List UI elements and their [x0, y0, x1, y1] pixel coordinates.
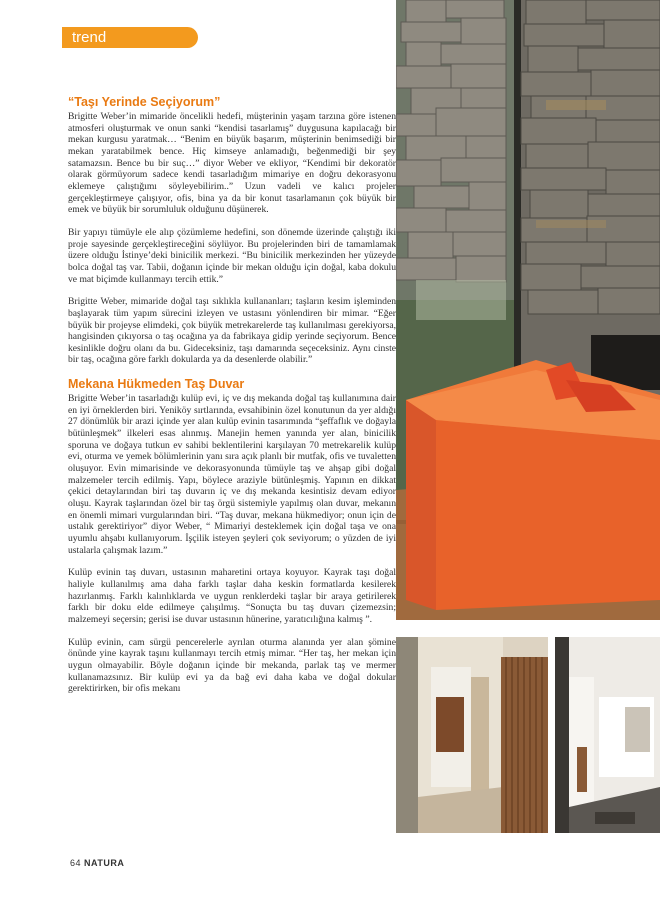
- corridor-photo: [396, 637, 548, 833]
- paragraph: Kulüp evinin, cam sürgü pencerelerle ayrılan oturma alanında yer alan şömine önünde yine kayrak taşını kullanmayı tercih etmiş mimar. “Her taş, her mekan için uygun olmayabilir. Böyle doğanın içinde bir mekanda, parlak taş ve mermer kullanamazsınız. Bir kulüp evi ya da bağ evi daha kaba ve doğal dokular gerektirirken, bir ofis mekanı: [68, 636, 396, 695]
- article-column: [68, 95, 396, 706]
- paragraph: Brigitte Weber’in tasarladığı kulüp evi, iç ve dış mekanda doğal taş kullanımına dair en iyi örneklerden biri. Yeniköy sırtlarında, evsahibinin özel konutunun da yer aldığı 27 dönümlük bir arazi içinde yer alan kulüp evinin tasarımında “şeffaflık ve doğayla bütünleşmek” ilkeleri esas alınmış. Manejin hemen yanında yer alan, binicilik sporuna ve doğaya tutkun ev sahibi beklentilerini karşılayan 70 metrekarelik kulüp evi, oturma ve yemek bölümlerinin yanı sıra açık planlı bir mutfak, ofis ve tuvaletten oluşuyor. Evin mimarisinde ve dekorasyonunda tümüyle taş ve ahşap gibi doğal malzemeler tercih edilmiş. Yapı, böylece araziyle bütünleşmiş. Yapının en dikkat çekici detaylarından biri taş duvarın iç ve dış mekanda kesintisiz devam ediyor oluşu. Kayrak taşlarından özel bir taş örgü sistemiyle yapılmış olan duvar, mekanın en önemli mimari vurgularından biri. “Taş duvar, mekana hükmediyor; onun için de ustalık gerektiriyor” diyor Weber, “ Mimariyi desteklemek için doğal taşa ve ona uyumlu ahşabı kullanıyorum. İşçilik isteyen şeyleri çok seviyorum; o yüzden de iyi ustalarla çalışmak lazım.”: [68, 393, 396, 556]
- paragraph: Bir yapıyı tümüyle ele alıp çözümleme hedefini, son dönemde üzerinde çalıştığı iki proje sayesinde gerçekleştireceğini söylüyor. Bu projelerinden biri de tamamlamak üzere olduğu İstinye’deki binicilik merkezi. “Bu binicilik merkezinden her yüzeyde bolca doğal taş var. Tabii, doğanın içinde bir mekan olduğu için doğal, kaba dokulu ve mat biçimde kullanmayı tercih ettik.”: [68, 226, 396, 285]
- paragraph: Brigitte Weber’in mimaride öncelikli hedefi, müşterinin yaşam tarzına göre istenen atmosferi oluşturmak ve onun sanki “kendisi tasarlamış” duygusuna kapılacağı bir mekan kurgusu yaratmak… “Benim en büyük başarım, müşterinin benimsediği bir mekan yaratabilmek bence. Hiç kimseye anlamadığı, beğenmediği bir şey satamazsın. Bence bu bir suç…” diyor Weber ve ekliyor, “Kendimi bir dekoratör olarak görmüyorum sadece kendi tasarladığım mimariye en doğru dekorasyonu eklemeye çalıştığımı söyleyebilirim..” Uzun vadeli ve kalıcı projeler gerçekleştirmeye çalışıyor, ofis, bina ya da bir konut tasarlamanın çok büyük bir emek ve büyük bir sorumluluk olduğunu düşünerek.: [68, 111, 396, 216]
- paragraph: Brigitte Weber, mimaride doğal taşı sıklıkla kullananları; taşların kesim işleminden başlayarak tüm yapım sürecini izleyen ve ustasını yönlendiren bir mimar. “Eğer büyük bir projeyse elimdeki, çok büyük metrekarelerde taş kullanılması gerekiyorsa, hangisinden çıkıyorsa o taş ocağına ya da fabrikaya gidip yerinde seçiyorum. Bence kesinlikle doğru olanı da bu. Gideceksiniz, taşı damarında seçeceksiniz. Aynı cinste bir taş, ocağına göre farklı dokularda ya da desenlerde olabilir.”: [68, 296, 396, 366]
- paragraph: Kulüp evinin taş duvarı, ustasının maharetini ortaya koyuyor. Kayrak taşı doğal haliyle kullanılmış ama daha farklı taşlar daha keskin formatlarda kesilerek hazırlanmış. Farklı kalınlıklarda ve uygun renklerdeki taşlar bir araya getirilerek farklı bir doku elde edilmeye çalışılmış. “Sonuçta bu taş duvarı çizemezsin; malzemeyi seçersin; gerisi ise duvar ustasının hünerine, yaratıcılığına kalmış ”.: [68, 567, 396, 625]
- stone-wall-sofa-photo: [396, 0, 660, 620]
- section-tag: trend: [62, 27, 198, 48]
- interior-photo: [555, 637, 660, 833]
- page-footer: [70, 858, 124, 868]
- section1-title: “Taşı Yerinde Seçiyorum”: [68, 95, 221, 109]
- section2-title: Mekana Hükmeden Taş Duvar: [68, 377, 245, 392]
- page-number: 64: [70, 858, 82, 868]
- magazine-name: NATURA: [84, 858, 125, 868]
